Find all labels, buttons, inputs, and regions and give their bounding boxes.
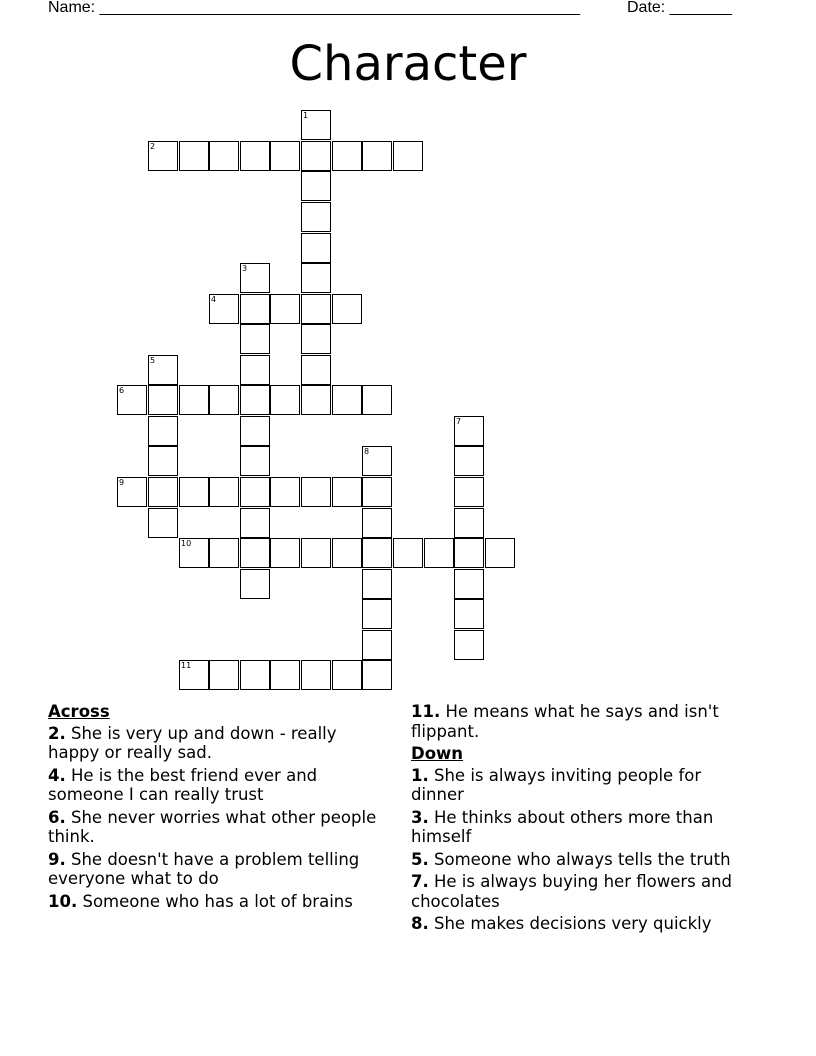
crossword-cell[interactable] — [148, 385, 178, 415]
crossword-cell[interactable] — [148, 508, 178, 538]
crossword-cell[interactable] — [362, 385, 392, 415]
clue-number: 11. — [411, 702, 441, 721]
crossword-cell[interactable] — [240, 294, 270, 324]
cell-number: 9 — [119, 478, 125, 487]
crossword-cell[interactable] — [270, 660, 300, 690]
clue-text: She is always inviting people for dinner — [411, 765, 702, 804]
crossword-cell[interactable] — [301, 324, 331, 354]
crossword-cell[interactable] — [240, 477, 270, 507]
crossword-cell[interactable] — [240, 416, 270, 446]
cell-number: 8 — [364, 447, 370, 456]
down-heading: Down — [411, 744, 464, 763]
clue-number: 10. — [48, 891, 78, 911]
crossword-cell[interactable] — [270, 294, 300, 324]
crossword-cell[interactable] — [240, 538, 270, 568]
clue-text: She makes decisions very quickly — [434, 914, 712, 933]
clue-number: 6. — [48, 807, 66, 827]
crossword-cell[interactable] — [301, 202, 331, 232]
cell-number: 3 — [242, 264, 248, 273]
date-field-label: Date: _______ — [627, 0, 732, 16]
crossword-cell[interactable] — [332, 141, 362, 171]
crossword-cell[interactable] — [454, 599, 484, 629]
clue-text: She never worries what other people think. — [48, 807, 377, 846]
clue-across-4 — [48, 766, 388, 805]
crossword-cell[interactable] — [179, 385, 209, 415]
crossword-cell[interactable] — [240, 141, 270, 171]
crossword-cell[interactable] — [454, 538, 484, 568]
cell-number: 5 — [150, 356, 156, 365]
crossword-cell[interactable] — [362, 660, 392, 690]
clue-text: He thinks about others more than himself — [411, 807, 714, 846]
crossword-cell[interactable] — [179, 538, 209, 568]
clue-down-8 — [411, 914, 756, 934]
clue-across-11 — [411, 702, 756, 741]
crossword-cell[interactable] — [454, 630, 484, 660]
crossword-cell[interactable] — [301, 385, 331, 415]
clue-text: He means what he says and isn't flippant. — [411, 702, 719, 741]
crossword-cell[interactable] — [454, 508, 484, 538]
clues-left-column — [48, 702, 388, 914]
crossword-cell[interactable] — [240, 660, 270, 690]
crossword-cell[interactable] — [454, 569, 484, 599]
crossword-cell[interactable] — [117, 477, 147, 507]
crossword-cell[interactable] — [270, 141, 300, 171]
crossword-cell[interactable] — [270, 385, 300, 415]
crossword-cell[interactable] — [209, 385, 239, 415]
crossword-cell[interactable] — [179, 141, 209, 171]
clue-number: 7. — [411, 872, 429, 891]
clue-text: Someone who has a lot of brains — [82, 891, 353, 911]
crossword-cell[interactable] — [240, 263, 270, 293]
clue-number: 5. — [411, 849, 429, 869]
clue-down-1 — [411, 766, 756, 805]
crossword-cell[interactable] — [148, 416, 178, 446]
across-heading: Across — [48, 702, 110, 721]
crossword-cell[interactable] — [454, 416, 484, 446]
page-title: Character — [289, 36, 527, 92]
crossword-cell[interactable] — [362, 477, 392, 507]
cell-number: 7 — [456, 417, 462, 426]
crossword-cell[interactable] — [362, 630, 392, 660]
crossword-cell[interactable] — [424, 538, 454, 568]
crossword-cell[interactable] — [393, 141, 423, 171]
clue-across-9 — [48, 850, 388, 889]
clue-down-3 — [411, 808, 756, 847]
crossword-cell[interactable] — [179, 660, 209, 690]
crossword-cell[interactable] — [148, 446, 178, 476]
clue-text: She doesn't have a problem telling everyone what to do — [48, 849, 360, 888]
cell-number: 1 — [303, 111, 309, 120]
clue-number: 3. — [411, 807, 429, 827]
clue-down-5 — [411, 850, 756, 870]
name-field-label: Name: ______________________________________________________ — [48, 0, 581, 16]
crossword-cell[interactable] — [209, 294, 239, 324]
crossword-cell[interactable] — [301, 355, 331, 385]
crossword-cell[interactable] — [332, 294, 362, 324]
clues-right-column — [411, 702, 756, 937]
crossword-cell[interactable] — [393, 538, 423, 568]
crossword-cell[interactable] — [301, 233, 331, 263]
crossword-cell[interactable] — [240, 569, 270, 599]
clue-number: 2. — [48, 723, 66, 743]
crossword-cell[interactable] — [362, 508, 392, 538]
crossword-cell[interactable] — [362, 141, 392, 171]
crossword-cell[interactable] — [240, 385, 270, 415]
crossword-cell[interactable] — [301, 171, 331, 201]
cell-number: 11 — [181, 661, 192, 670]
cell-number: 10 — [181, 539, 192, 548]
crossword-cell[interactable] — [301, 141, 331, 171]
crossword-cell[interactable] — [240, 446, 270, 476]
clue-across-6 — [48, 808, 388, 847]
crossword-cell[interactable] — [270, 477, 300, 507]
crossword-cell[interactable] — [485, 538, 515, 568]
crossword-cell[interactable] — [148, 141, 178, 171]
clue-down-7 — [411, 872, 756, 911]
crossword-cell[interactable] — [301, 538, 331, 568]
crossword-cell[interactable] — [332, 477, 362, 507]
clue-across-10 — [48, 892, 388, 912]
cell-number: 2 — [150, 142, 156, 151]
crossword-cell[interactable] — [301, 110, 331, 140]
crossword-cell[interactable] — [240, 355, 270, 385]
crossword-cell[interactable] — [301, 263, 331, 293]
clue-text: He is the best friend ever and someone I can really trust — [48, 765, 318, 804]
clue-number: 9. — [48, 849, 66, 869]
crossword-cell[interactable] — [148, 477, 178, 507]
crossword-cell[interactable] — [240, 324, 270, 354]
crossword-cell[interactable] — [270, 538, 300, 568]
clue-text: Someone who always tells the truth — [434, 849, 731, 869]
clue-number: 1. — [411, 765, 429, 785]
crossword-cell[interactable] — [301, 477, 331, 507]
crossword-cell[interactable] — [209, 141, 239, 171]
crossword-cell[interactable] — [209, 660, 239, 690]
crossword-cell[interactable] — [332, 538, 362, 568]
crossword-cell[interactable] — [454, 446, 484, 476]
crossword-cell[interactable] — [209, 477, 239, 507]
crossword-cell[interactable] — [301, 294, 331, 324]
clue-text: She is very up and down - really happy or really sad. — [48, 723, 337, 762]
crossword-cell[interactable] — [148, 355, 178, 385]
clue-number: 4. — [48, 765, 66, 785]
crossword-cell[interactable] — [179, 477, 209, 507]
crossword-cell[interactable] — [240, 508, 270, 538]
cell-number: 6 — [119, 386, 125, 395]
clue-number: 8. — [411, 914, 429, 933]
crossword-cell[interactable] — [454, 477, 484, 507]
clue-text: He is always buying her flowers and chocolates — [411, 872, 733, 911]
crossword-cell[interactable] — [209, 538, 239, 568]
crossword-cell[interactable] — [362, 569, 392, 599]
cell-number: 4 — [211, 295, 217, 304]
crossword-cell[interactable] — [332, 385, 362, 415]
clue-across-2 — [48, 724, 388, 763]
crossword-cell[interactable] — [362, 538, 392, 568]
crossword-cell[interactable] — [362, 599, 392, 629]
crossword-cell[interactable] — [332, 660, 362, 690]
crossword-cell[interactable] — [117, 385, 147, 415]
crossword-cell[interactable] — [301, 660, 331, 690]
crossword-cell[interactable] — [362, 446, 392, 476]
